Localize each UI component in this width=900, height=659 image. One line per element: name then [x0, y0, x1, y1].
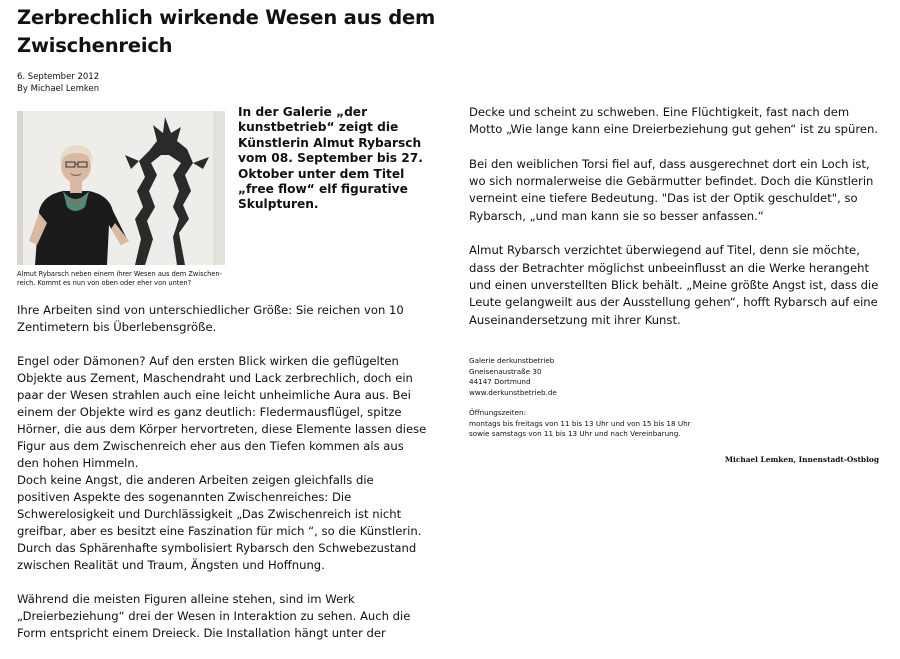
artist-photo: [17, 111, 225, 265]
publish-date: 6. September 2012: [17, 72, 100, 82]
artist-photo-illustration: [17, 111, 225, 265]
body-paragraph: Bei den weiblichen Torsi fiel auf, dass ausgerechnet dort ein Loch ist, wo sich normalerweise die Gebärmutter befindet. Doch die Künstlerin verneint eine tiefere Bedeutung. "Das ist der Optik geschuldet", so Rybarsch, „und man kann sie so besser anfassen.“: [469, 156, 874, 223]
body-paragraph: Ihre Arbeiten sind von unterschiedlicher Größe: Sie reichen von 10 Zentimetern bis Überlebensgröße.: [17, 303, 404, 334]
gallery-address: [469, 356, 879, 398]
gallery-city: 44147 Dortmund: [469, 377, 531, 386]
opening-hours-weekend: sowie samstags von 11 bis 13 Uhr und nach Vereinbarung.: [469, 429, 681, 438]
body-paragraph: Engel oder Dämonen? Auf den ersten Blick wirken die geflügelten Objekte aus Zement, Maschendraht und Lack zerbrechlich, doch ein paar der Wesen strahlen auch eine leicht unheimliche Aura aus. Bei einem der Objekte wird es ganz deutlich: Fledermausflügel, spitze Hörner, die aus dem Körper hervortreten, diese Elemente lassen diese Figur aus dem Zwischenreich eher aus den Tiefen kommen als aus den hohen Himmeln.: [17, 354, 427, 470]
byline: By Michael Lemken: [17, 84, 100, 94]
gallery-name: Galerie derkunstbetrieb: [469, 356, 555, 365]
body-paragraph: Während die meisten Figuren alleine stehen, sind im Werk „Dreierbeziehung“ drei der Wesen in Interaktion zu sehen. Auch die Form entspricht einem Dreieck. Die Installation hängt unter der: [17, 592, 411, 640]
article-lead: In der Galerie „der kunstbetrieb“ zeigt die Künstlerin Almut Rybarsch vom 08. September bis 27. Oktober unter dem Titel „free flow“ elf figurative Skulpturen.: [238, 105, 423, 212]
body-paragraph: Decke und scheint zu schweben. Eine Flüchtigkeit, fast nach dem Motto „Wie lange kann eine Dreierbeziehung gut gehen“ ist zu spüren.: [469, 105, 879, 137]
author-signature: Michael Lemken, Innenstadt-Ostblog: [724, 455, 879, 464]
photo-caption: Almut Rybarsch neben einem ihrer Wesen aus dem Zwischen-reich. Kommt es nun von oben oder eher von unten?: [17, 270, 222, 287]
right-column: [469, 104, 879, 346]
opening-hours-label: Öffnungszeiten:: [469, 408, 526, 417]
gallery-street: Gneisenaustraße 30: [469, 366, 542, 376]
gallery-website: www.derkunstbetrieb.de: [469, 387, 557, 397]
body-paragraph: Almut Rybarsch verzichtet überwiegend auf Titel, denn sie möchte, dass der Betrachter möglichst unbeeinflusst an die Werke herangeht und einen unverstellten Blick behält. „Meine größte Angst ist, dass die Leute gelangweilt aus der Ausstellung gehen“, hofft Rybarsch auf eine Auseinandersetzung mit ihrer Kunst.: [469, 243, 879, 327]
opening-hours: [469, 408, 879, 440]
body-paragraph: Doch keine Angst, die anderen Arbeiten zeigen gleichfalls die positiven Aspekte des sogenannten Zwischenreiches: Die Schwerelosigkeit und Durchlässigkeit „Das Zwischenreich ist nicht greifbar, aber es besitzt eine Faszination für mich “, so die Künstlerin. Durch das Sphärenhafte symbolisiert Rybarsch den Schwebezustand zwischen Realität und Traum, Ängsten und Hoffnung.: [17, 473, 422, 572]
article-title: Zerbrechlich wirkende Wesen aus dem Zwischenreich: [17, 6, 436, 57]
left-column: [17, 302, 429, 659]
opening-hours-weekday: montags bis freitags von 11 bis 13 Uhr und von 15 bis 18 Uhr: [469, 418, 691, 428]
article-meta: [17, 71, 99, 95]
